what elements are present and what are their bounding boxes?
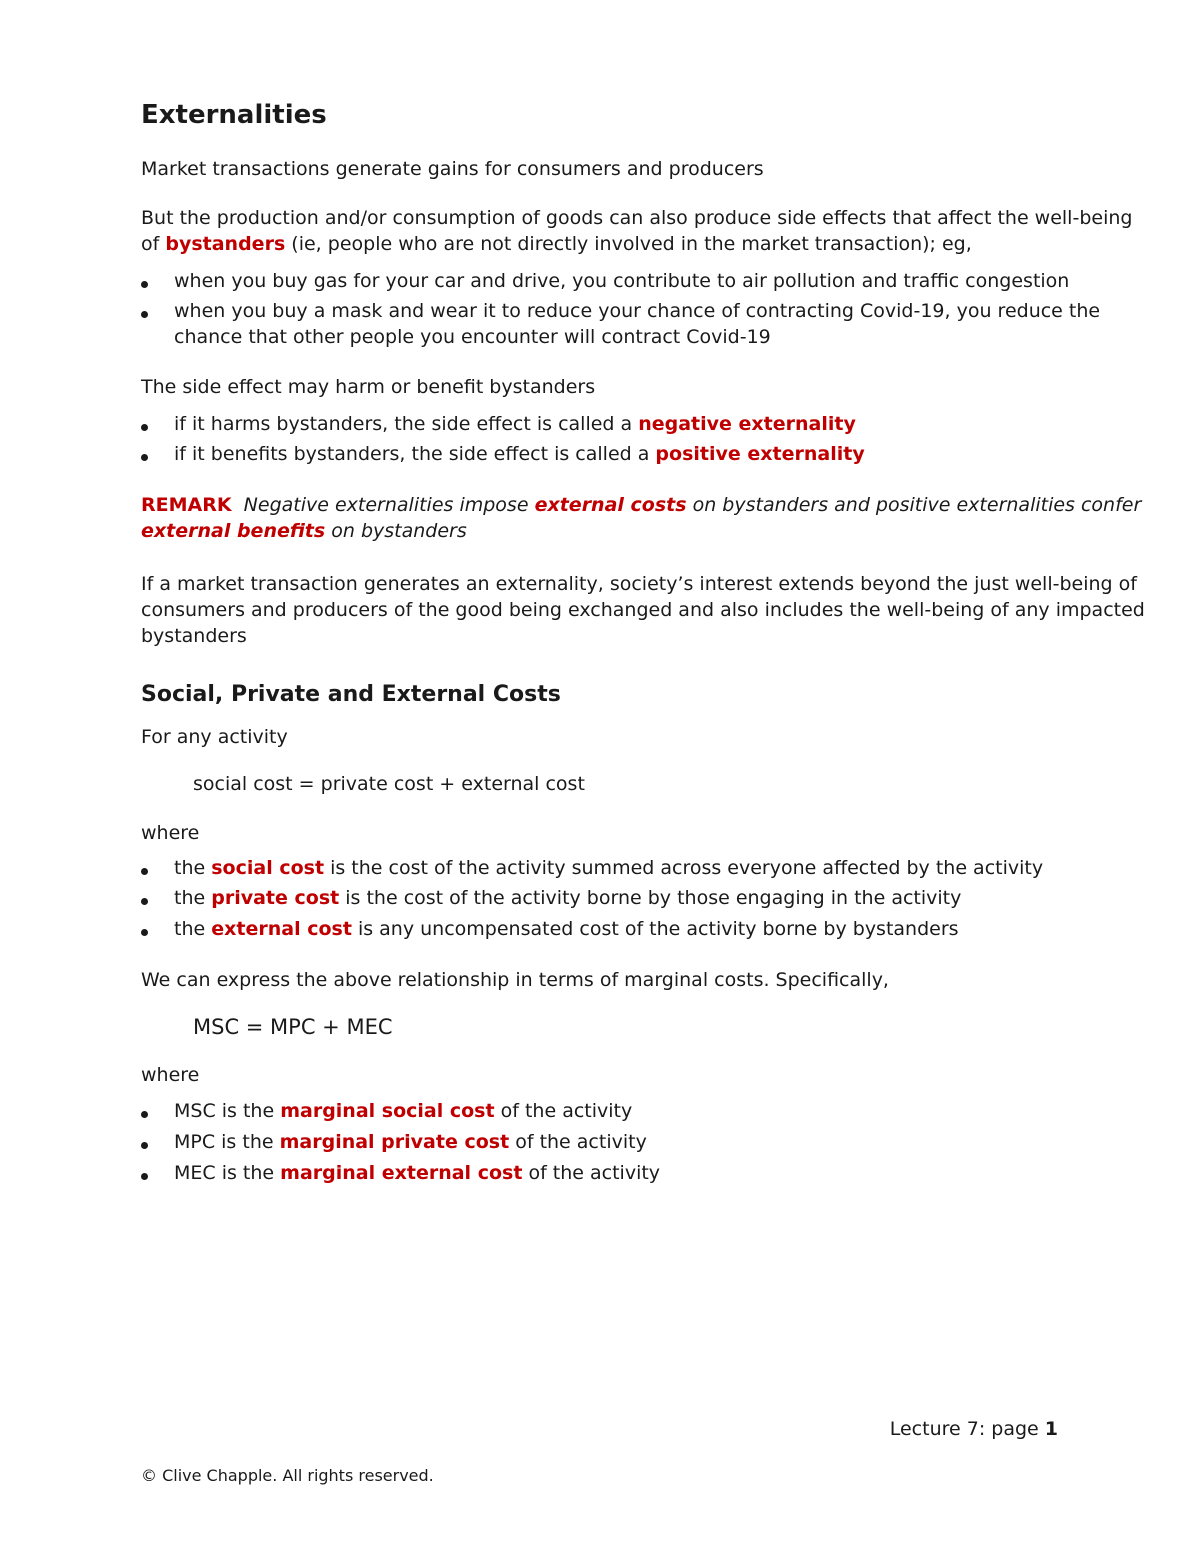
term-marginal-social-cost: marginal social cost — [280, 1100, 495, 1122]
paragraph-society-line1: If a market transaction generates an externality, society’s interest extends beyond the just well-being of — [141, 573, 1137, 595]
remark-label: REMARK — [141, 494, 232, 516]
paragraph-society-line3: bystanders — [141, 625, 247, 647]
term-positive-externality: positive externality — [655, 443, 865, 465]
list-item: the social cost is the cost of the activity summed across everyone affected by the activity — [141, 857, 1061, 883]
copyright-notice: © Clive Chapple. All rights reserved. — [141, 1466, 434, 1485]
equation-marginal: MSC = MPC + MEC — [193, 1015, 393, 1039]
term-marginal-private-cost: marginal private cost — [279, 1131, 510, 1153]
remark-line1: REMARK Negative externalities impose external costs on bystanders and positive externalities confer — [141, 494, 1142, 516]
copyright-icon: © — [141, 1466, 157, 1485]
section-heading: Social, Private and External Costs — [141, 682, 561, 707]
paragraph-society-line2: consumers and producers of the good being exchanged and also includes the well-being of any impacted — [141, 599, 1145, 621]
where-label: where — [141, 822, 200, 844]
term-social-cost: social cost — [211, 857, 325, 879]
remark-line2: external benefits on bystanders — [141, 520, 467, 542]
list-item: the external cost is any uncompensated cost of the activity borne by bystanders — [141, 918, 1061, 944]
term-negative-externality: negative externality — [638, 413, 856, 435]
paragraph-any-activity: For any activity — [141, 726, 288, 748]
term-external-costs: external costs — [534, 494, 687, 516]
list-item: the private cost is the cost of the activity borne by those engaging in the activity — [141, 887, 1061, 913]
term-external-cost: external cost — [211, 918, 352, 940]
list-item-continuation: chance that other people you encounter will contract Covid-19 — [174, 326, 771, 348]
term-bystanders: bystanders — [165, 233, 286, 255]
list-item: MEC is the marginal external cost of the activity — [141, 1162, 1061, 1188]
paragraph-side-effects-line2: of bystanders (ie, people who are not directly involved in the market transaction); eg, — [141, 233, 972, 255]
term-external-benefits: external benefits — [141, 520, 326, 542]
paragraph-marginal: We can express the above relationship in terms of marginal costs. Specifically, — [141, 969, 889, 991]
page-title: Externalities — [141, 100, 327, 130]
list-item: MSC is the marginal social cost of the activity — [141, 1100, 1061, 1126]
paragraph-intro: Market transactions generate gains for consumers and producers — [141, 158, 764, 180]
term-private-cost: private cost — [211, 887, 340, 909]
page-number: 1 — [1044, 1418, 1058, 1440]
equation-social-cost: social cost = private cost + external cost — [193, 773, 585, 795]
list-item: if it harms bystanders, the side effect is called a negative externality — [141, 413, 1061, 439]
where-label: where — [141, 1064, 200, 1086]
list-item: MPC is the marginal private cost of the activity — [141, 1131, 1061, 1157]
list-item: when you buy a mask and wear it to reduce your chance of contracting Covid-19, you reduce the — [141, 300, 1061, 326]
paragraph-harm-benefit: The side effect may harm or benefit bystanders — [141, 376, 596, 398]
term-marginal-external-cost: marginal external cost — [280, 1162, 523, 1184]
paragraph-side-effects-line1: But the production and/or consumption of goods can also produce side effects that affect the well-being — [141, 207, 1133, 229]
list-item: if it benefits bystanders, the side effect is called a positive externality — [141, 443, 1061, 469]
list-item: when you buy gas for your car and drive, you contribute to air pollution and traffic congestion — [141, 270, 1061, 296]
page-number-label: Lecture 7: page 1 — [889, 1418, 1058, 1440]
